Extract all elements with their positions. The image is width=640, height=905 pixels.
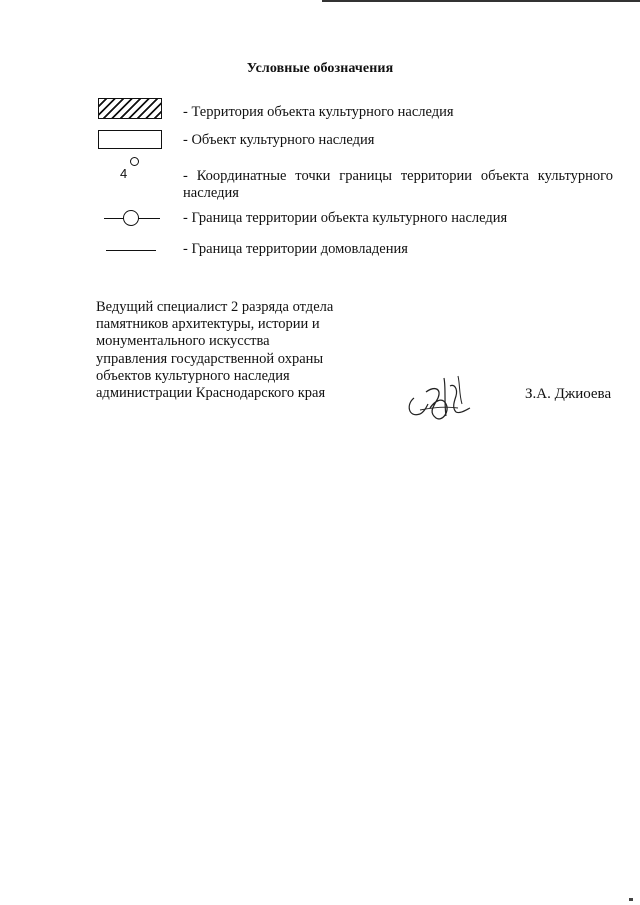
- top-rule: [322, 0, 640, 2]
- legend-title: Условные обозначения: [246, 61, 394, 76]
- position-line: Ведущий специалист 2 разряда отдела: [96, 299, 334, 315]
- legend-item-text: - Объект культурного наследия: [183, 132, 375, 148]
- legend-item-text: - Граница территории домовладения: [183, 241, 408, 257]
- position-line: объектов культурного наследия: [96, 367, 290, 384]
- legend-item-text: - Территория объекта культурного наследия: [183, 104, 454, 120]
- position-line: памятников архитектуры, истории и: [96, 316, 320, 333]
- position-line: администрации Краснодарского края: [96, 385, 326, 402]
- point-circle-icon: [130, 157, 139, 166]
- legend-item-text: - Координатные точки границы территории объекта культурного наследия: [183, 168, 613, 201]
- hatch-pattern: [98, 98, 162, 119]
- signatory-position: [96, 299, 396, 402]
- household-line: [106, 250, 156, 251]
- position-line: управления государственной охраны: [96, 350, 324, 367]
- legend-item-text: - Граница территории объекта культурного наследия: [183, 210, 508, 226]
- point-number: 4: [120, 166, 128, 181]
- handwritten-signature: [400, 368, 480, 428]
- rectangle-outline: [98, 130, 162, 149]
- boundary-circle-icon: [123, 210, 139, 226]
- signatory-name: З.А. Джиоева: [525, 386, 612, 402]
- scan-artifact: [629, 898, 633, 901]
- position-line: монументального искусства: [96, 333, 270, 350]
